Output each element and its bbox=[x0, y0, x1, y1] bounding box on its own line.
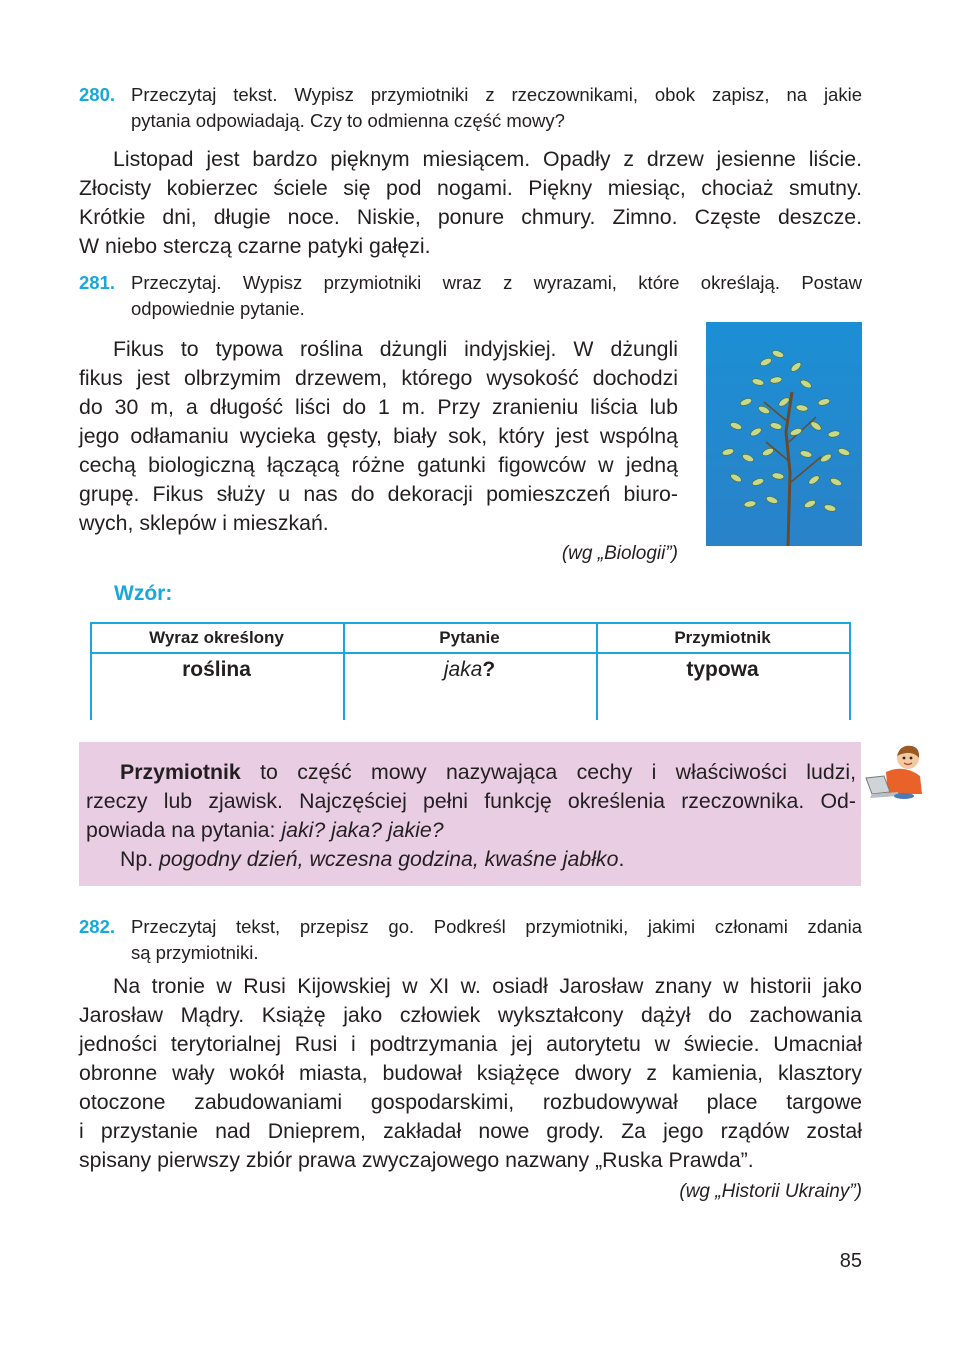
pattern-table bbox=[90, 622, 849, 720]
table-cell-word: roślina bbox=[182, 658, 251, 681]
instruction-line: Przeczytaj tekst. Wypisz przymiotniki z rzeczownikami, obok zapisz, na jakie bbox=[131, 84, 862, 105]
text-line: Na tronie w Rusi Kijowskiej w XI w. osiadł Jarosław znany w historii jako bbox=[113, 974, 862, 998]
table-cell-question bbox=[343, 658, 596, 682]
question-word: jaka bbox=[443, 658, 483, 681]
text-line: Krótkie dni, długie noce. Niskie, ponure chmury. Zimno. Częste deszcze. bbox=[79, 205, 862, 229]
exercise-number: 280. bbox=[79, 84, 116, 105]
rule-term: Przymiotnik bbox=[120, 760, 241, 784]
pattern-label: Wzór: bbox=[114, 582, 173, 605]
text-line: otoczone zabudowaniami gospodarskimi, rozbudowywał place targowe bbox=[79, 1090, 862, 1114]
instruction-line: są przymiotniki. bbox=[131, 942, 259, 963]
exercise-282-instruction bbox=[79, 914, 862, 966]
text-line: Złocisty kobierzec ściele się pod nogami. Piękny miesiąc, chociaż smutny. bbox=[79, 176, 862, 200]
exercise-number: 281. bbox=[79, 272, 116, 293]
table-cell-adjective: typowa bbox=[686, 658, 759, 681]
ficus-tree-photo bbox=[706, 322, 862, 546]
text-line: Listopad jest bardzo pięknym miesiącem. Opadły z drzew jesienne liście. bbox=[113, 147, 862, 171]
boy-with-laptop-icon bbox=[864, 742, 926, 800]
rule-example-line: Np. pogodny dzień, wczesna godzina, kwaśne jabłko. bbox=[120, 847, 625, 871]
text-line: obronne wały wokół miasta, budował książęce dwory z kamienia, klasztory bbox=[79, 1061, 862, 1085]
exercise-280-text bbox=[79, 145, 862, 261]
text-line: do 30 m, a długość liści do 1 m. Przy zranieniu liścia lub bbox=[79, 395, 678, 419]
text-line: Fikus to typowa roślina dżungli indyjskiej. W dżungli bbox=[113, 337, 678, 361]
exercise-281-text bbox=[79, 335, 678, 538]
instruction-line: odpowiednie pytanie. bbox=[131, 298, 305, 319]
instruction-line: Przeczytaj tekst, przepisz go. Podkreśl przymiotniki, jakimi członami zdania bbox=[131, 916, 862, 937]
instruction-line: pytania odpowiadają. Czy to odmienna część mowy? bbox=[131, 110, 565, 131]
text-line: cechą biologiczną łączącą różne gatunki figowców w jedną bbox=[79, 453, 678, 477]
exercise-282-text bbox=[79, 972, 862, 1175]
exercise-number: 282. bbox=[79, 916, 116, 937]
rule-line: rzeczy lub zjawisk. Najczęściej pełni funkcję określenia rzeczownika. Od- bbox=[86, 789, 856, 813]
rule-line: powiada na pytania: jaki? jaka? jakie? bbox=[86, 818, 444, 842]
source-citation: (wg „Historii Ukrainy”) bbox=[679, 1181, 862, 1202]
exercise-281-instruction bbox=[79, 270, 862, 322]
rule-line: Przymiotnik to część mowy nazywająca cechy i właściwości ludzi, bbox=[120, 760, 856, 784]
text-line: fikus jest olbrzymim drzewem, którego wysokość dochodzi bbox=[79, 366, 678, 390]
text-line: Jarosław Mądry. Książę jako człowiek wykształcony dążył do zachowania bbox=[79, 1003, 862, 1027]
page-number: 85 bbox=[839, 1250, 862, 1272]
table-header: Pytanie bbox=[439, 628, 500, 647]
text-line: wych, sklepów i mieszkań. bbox=[79, 511, 329, 535]
text-line: W niebo sterczą czarne patyki gałęzi. bbox=[79, 234, 431, 258]
text-line: i przystanie nad Dnieprem, zakładał nowe grody. Za jego rządów został bbox=[79, 1119, 862, 1143]
rule-box bbox=[79, 742, 861, 886]
text-line: jedności terytorialnej Rusi i podtrzymania jej autorytetu w świecie. Umacniał bbox=[79, 1032, 862, 1056]
table-header: Przymiotnik bbox=[674, 628, 771, 647]
instruction-line: Przeczytaj. Wypisz przymiotniki wraz z wyrazami, które określają. Postaw bbox=[131, 272, 862, 293]
question-mark: ? bbox=[482, 658, 496, 681]
text-line: spisany pierwszy zbiór prawa zwyczajowego nazwany „Ruska Prawda”. bbox=[79, 1148, 754, 1172]
text-line: grupę. Fikus służy u nas do dekoracji pomieszczeń biuro- bbox=[79, 482, 678, 506]
text-line: jego odłamaniu wycieka gęsty, biały sok, który jest wspólną bbox=[79, 424, 678, 448]
source-citation: (wg „Biologii”) bbox=[561, 543, 678, 564]
table-header: Wyraz określony bbox=[149, 628, 284, 647]
exercise-280-instruction bbox=[79, 82, 862, 134]
